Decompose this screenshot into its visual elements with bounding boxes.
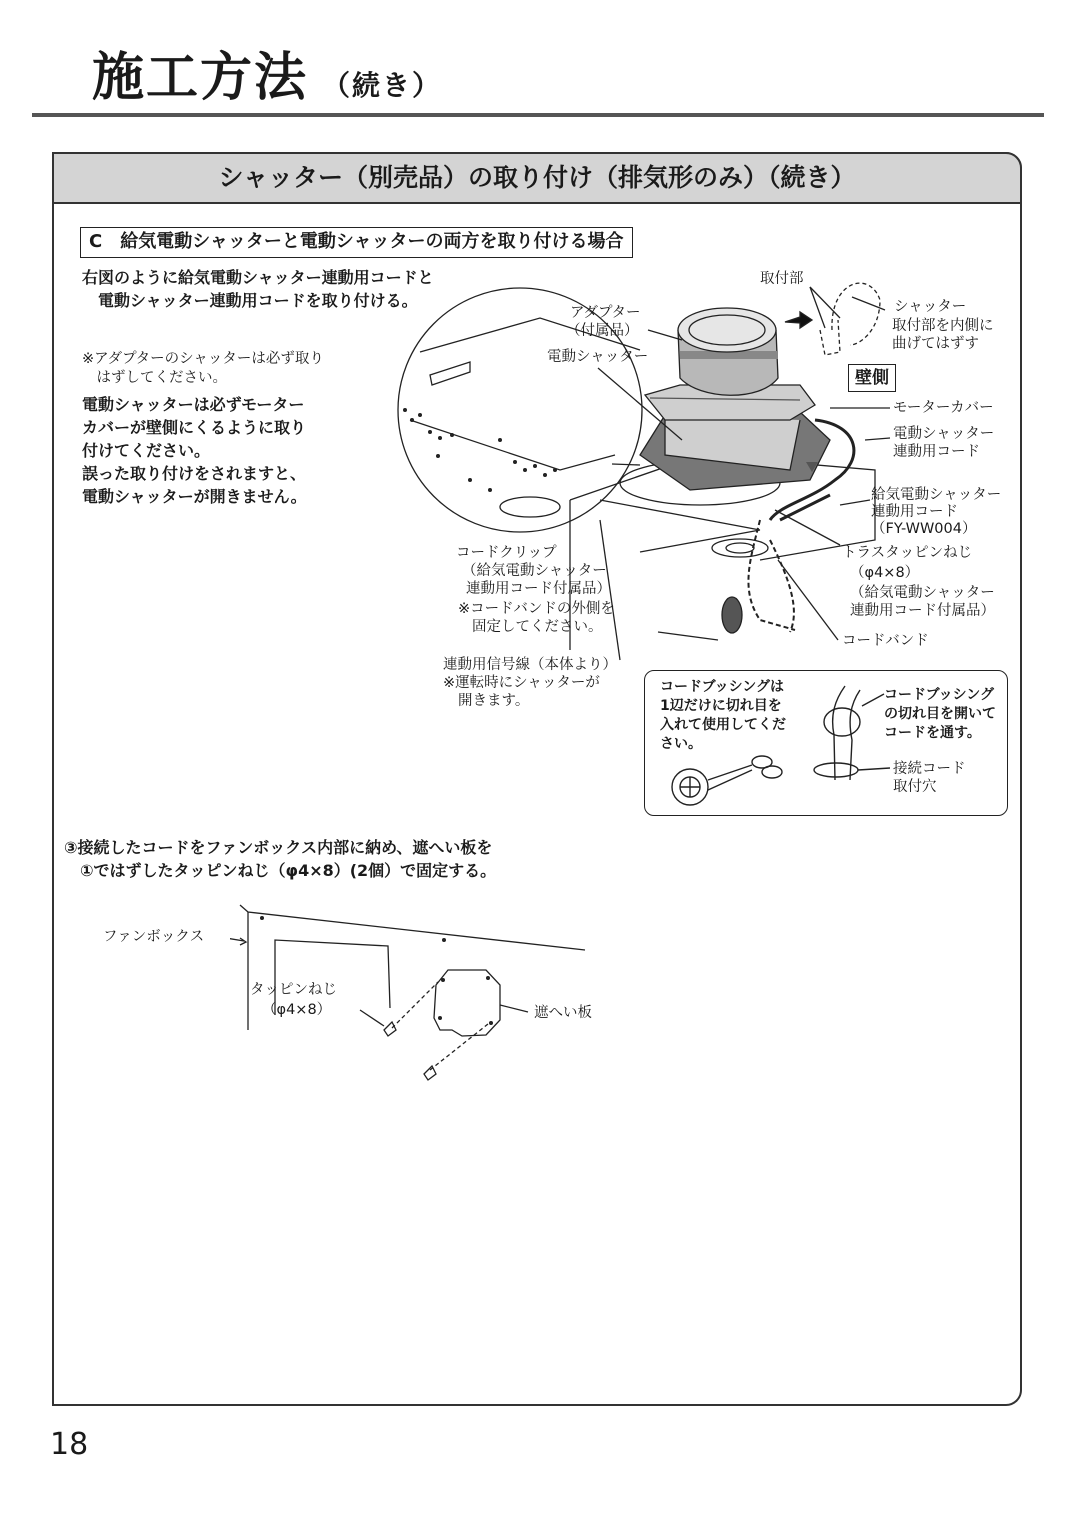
intro-line-2: 電動シャッター連動用コードを取り付ける。 <box>82 291 418 310</box>
label-signal-line-2: ※運転時にシャッターが <box>443 675 600 691</box>
label-kyuki-cord-1: 給気電動シャッター <box>871 487 1002 503</box>
label-cord-clip-1: コードクリップ <box>456 545 557 561</box>
bushing-right-1: コードブッシング <box>884 687 994 703</box>
page-title <box>92 46 442 118</box>
bushing-right-3: コードを通す。 <box>884 725 981 741</box>
title-rule <box>32 113 1044 117</box>
label-cord-clip-4: ※コードバンドの外側を <box>458 601 615 617</box>
label-adapter-1: アダプター <box>570 305 641 321</box>
label-denki-shutter: 電動シャッター <box>547 349 649 365</box>
label-cord-clip-2: （給気電動シャッター <box>462 563 607 579</box>
label-tapping-screw-2: （φ4×8） <box>262 1002 332 1018</box>
label-signal-line-3: 開きます。 <box>458 693 530 709</box>
label-truss-screw-4: 連動用コード付属品） <box>850 603 995 619</box>
bushing-sketch <box>650 676 890 812</box>
label-truss-screw-3: （給気電動シャッター <box>850 585 995 601</box>
label-tapping-screw-1: タッピンねじ <box>250 982 337 998</box>
label-toritsukebu: 取付部 <box>760 271 804 287</box>
bushing-left-3: 入れて使用してくだ <box>660 717 786 733</box>
label-cord-clip-3: 連動用コード付属品） <box>466 581 611 597</box>
label-shutter-note-2: 曲げてはずす <box>892 336 979 352</box>
warning-line-1: 電動シャッターは必ずモーター <box>82 395 305 414</box>
label-kyuki-cord-3: （FY-WW004） <box>871 521 977 537</box>
label-plate: 遮へい板 <box>534 1005 592 1021</box>
bushing-right-2: の切れ目を開いて <box>884 706 996 722</box>
adapter-note-2: はずしてください。 <box>82 370 227 386</box>
page-title-text: 施工方法 <box>92 48 309 108</box>
adapter-note-1: ※アダプターのシャッターは必ず取り <box>82 351 324 367</box>
label-fanbox: ファンボックス <box>103 929 205 945</box>
panel-heading: シャッター（別売品）の取り付け（排気形のみ）（続き） <box>52 152 1022 204</box>
warning-line-5: 電動シャッターが開きません。 <box>82 487 307 506</box>
bushing-left-1: コードブッシングは <box>660 679 784 695</box>
bushing-hole-2: 取付穴 <box>893 779 937 795</box>
page-title-sub: （続き） <box>322 69 443 102</box>
bushing-left-4: さい。 <box>660 736 702 752</box>
label-wall-side: 壁側 <box>848 364 896 392</box>
label-truss-screw-1: トラスタッピンねじ <box>842 545 973 561</box>
page-number: 18 <box>50 1427 89 1462</box>
label-shutter-note-1: 取付部を内側に <box>892 318 994 334</box>
label-shutter: シャッター <box>894 299 967 315</box>
label-truss-screw-2: （φ4×8） <box>850 565 920 581</box>
label-shutter-cord-1: 電動シャッター <box>893 426 995 442</box>
bushing-left-2: 1辺だけに切れ目を <box>660 698 782 714</box>
warning-line-4: 誤った取り付けをされますと、 <box>82 464 307 483</box>
label-kyuki-cord-2: 連動用コード <box>871 504 958 520</box>
warning-line-2: カバーが壁側にくるように取り <box>82 418 307 437</box>
warning-line-3: 付けてください。 <box>82 441 211 460</box>
label-adapter-2: （付属品） <box>566 323 639 339</box>
step3-line-2: ①ではずしたタッピンねじ（φ4×8）(2個）で固定する。 <box>64 861 497 880</box>
label-cord-clip-5: 固定してください。 <box>472 619 603 635</box>
section-c-heading: C 給気電動シャッターと電動シャッターの両方を取り付ける場合 <box>80 227 633 258</box>
label-motor-cover: モーターカバー <box>893 400 994 416</box>
label-shutter-cord-2: 連動用コード <box>893 444 980 460</box>
label-cord-band: コードバンド <box>842 633 929 649</box>
step3-line-1: ③接続したコードをファンボックス内部に納め、遮へい板を <box>64 838 493 857</box>
intro-line-1: 右図のように給気電動シャッター連動用コードと <box>82 268 434 287</box>
bushing-hole-1: 接続コード <box>893 761 966 777</box>
label-signal-line-1: 連動用信号線（本体より） <box>443 657 617 673</box>
